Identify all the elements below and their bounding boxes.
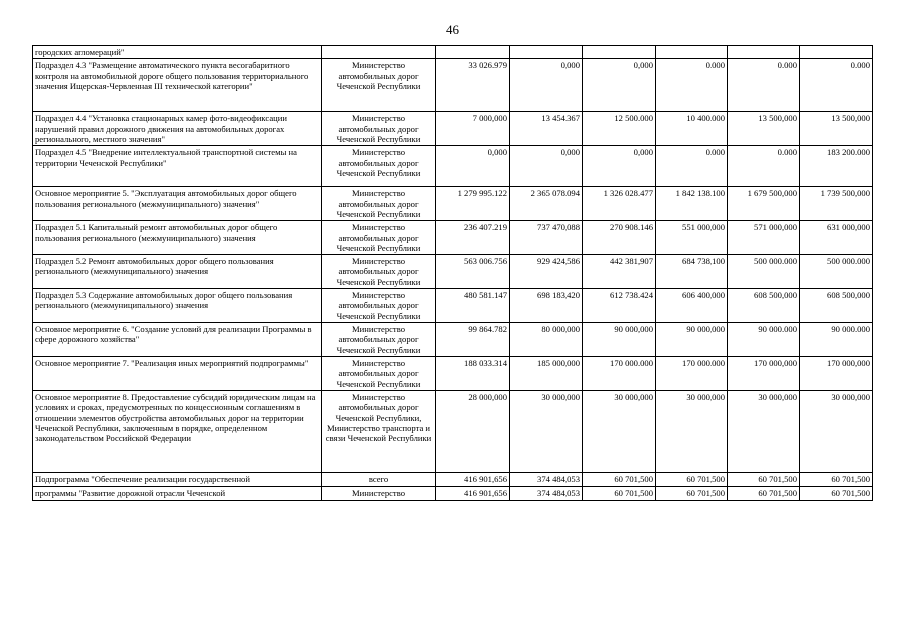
table-row [33, 289, 873, 323]
row-value-cell: 500 000.000 [728, 255, 800, 289]
row-executor-cell: Министерство автомобильных дорог Чеченской Республики [322, 221, 436, 255]
row-value-cell: 30 000,000 [728, 390, 800, 472]
row-name-cell: Подпрограмма "Обеспечение реализации государственной [33, 472, 322, 486]
row-value-cell: 60 701,500 [728, 486, 800, 500]
row-value-cell: 1 679 500,000 [728, 187, 800, 221]
row-value-cell: 30 000,000 [583, 390, 656, 472]
page-number: 46 [446, 22, 459, 37]
table-row [33, 356, 873, 390]
row-value-cell: 416 901,656 [436, 486, 510, 500]
row-value-cell: 1 279 995.122 [436, 187, 510, 221]
table-row [33, 472, 873, 486]
row-value-cell: 236 407.219 [436, 221, 510, 255]
row-value-cell: 0.000 [728, 59, 800, 112]
row-value-cell: 60 701,500 [656, 486, 728, 500]
row-value-cell: 442 381,907 [583, 255, 656, 289]
row-name-cell: программы "Развитие дорожной отрасли Чеченской [33, 486, 322, 500]
row-value-cell: 30 000,000 [510, 390, 583, 472]
row-value-cell: 563 006.756 [436, 255, 510, 289]
row-executor-cell: всего [322, 472, 436, 486]
row-value-cell: 183 200.000 [800, 146, 873, 187]
row-value-cell: 1 739 500,000 [800, 187, 873, 221]
row-name-cell: Основное мероприятие 6. "Создание условий для реализации Программы в сфере дорожного хозяйства" [33, 323, 322, 357]
row-value-cell: 170 000,000 [728, 356, 800, 390]
row-value-cell [728, 46, 800, 59]
row-executor-cell: Министерство автомобильных дорог Чеченской Республики [322, 323, 436, 357]
row-value-cell: 0.000 [656, 146, 728, 187]
table-row [33, 486, 873, 500]
row-value-cell: 90 000.000 [728, 323, 800, 357]
row-name-cell: Основное мероприятие 8. Предоставление субсидий юридическим лицам на условиях и сроках, предусмотренных по концессионным соглашениям в отношении элементов обустройства автомобильных дорог на территории Чеченской Республики, заключенным в порядке, определенном законодательством Российской Федерации [33, 390, 322, 472]
row-value-cell: 270 908.146 [583, 221, 656, 255]
row-value-cell [436, 46, 510, 59]
row-name-cell: Основное мероприятие 5. "Эксплуатация автомобильных дорог общего пользования регионального (межмуниципального) значения" [33, 187, 322, 221]
row-value-cell: 737 470,088 [510, 221, 583, 255]
row-value-cell: 12 500.000 [583, 112, 656, 146]
row-value-cell: 185 000,000 [510, 356, 583, 390]
row-value-cell: 0.000 [728, 146, 800, 187]
row-value-cell [510, 46, 583, 59]
row-value-cell: 10 400.000 [656, 112, 728, 146]
row-executor-cell [322, 46, 436, 59]
row-value-cell: 0,000 [510, 59, 583, 112]
row-value-cell: 374 484,053 [510, 486, 583, 500]
row-value-cell: 571 000,000 [728, 221, 800, 255]
row-value-cell: 0.000 [800, 59, 873, 112]
row-value-cell: 2 365 078.094 [510, 187, 583, 221]
table-row [33, 255, 873, 289]
row-value-cell: 60 701,500 [583, 486, 656, 500]
row-value-cell: 60 701,500 [656, 472, 728, 486]
row-value-cell: 33 026.979 [436, 59, 510, 112]
row-executor-cell: Министерство автомобильных дорог Чеченской Республики [322, 112, 436, 146]
table-row [33, 112, 873, 146]
table-row [33, 323, 873, 357]
row-value-cell: 90 000,000 [656, 323, 728, 357]
row-value-cell: 13 454.367 [510, 112, 583, 146]
row-value-cell: 0,000 [510, 146, 583, 187]
row-executor-cell: Министерство [322, 486, 436, 500]
row-name-cell: Основное мероприятие 7. "Реализация иных мероприятий подпрограммы" [33, 356, 322, 390]
row-value-cell: 90 000,000 [583, 323, 656, 357]
row-value-cell: 1 842 138.100 [656, 187, 728, 221]
row-value-cell: 28 000,000 [436, 390, 510, 472]
row-value-cell: 7 000,000 [436, 112, 510, 146]
row-executor-cell: Министерство автомобильных дорог Чеченской Республики [322, 59, 436, 112]
row-value-cell: 60 701,500 [800, 486, 873, 500]
row-value-cell: 1 326 028.477 [583, 187, 656, 221]
row-name-cell: городских агломераций" [33, 46, 322, 59]
row-value-cell: 416 901,656 [436, 472, 510, 486]
row-value-cell: 13 500,000 [728, 112, 800, 146]
table-row [33, 390, 873, 472]
table-row [33, 187, 873, 221]
row-name-cell: Подраздел 5.2 Ремонт автомобильных дорог общего пользования регионального (межмуниципального) значения [33, 255, 322, 289]
row-executor-cell: Министерство автомобильных дорог Чеченской Республики [322, 187, 436, 221]
row-value-cell: 30 000,000 [800, 390, 873, 472]
row-value-cell: 80 000,000 [510, 323, 583, 357]
row-value-cell: 612 738.424 [583, 289, 656, 323]
table-row [33, 221, 873, 255]
row-name-cell: Подраздел 4.4 "Установка стационарных камер фото-видеофиксации нарушений правил дорожного движения на автомобильных дорогах регионального, местного значения" [33, 112, 322, 146]
row-name-cell: Подраздел 4.5 "Внедрение интеллектуальной транспортной системы на территории Чеченской Республики" [33, 146, 322, 187]
row-value-cell [583, 46, 656, 59]
row-executor-cell: Министерство автомобильных дорог Чеченской Республики [322, 255, 436, 289]
row-value-cell [656, 46, 728, 59]
row-value-cell: 929 424,586 [510, 255, 583, 289]
row-value-cell: 170 000.000 [583, 356, 656, 390]
row-value-cell: 698 183,420 [510, 289, 583, 323]
table-row [33, 59, 873, 112]
row-value-cell: 0,000 [583, 146, 656, 187]
row-value-cell: 60 701,500 [583, 472, 656, 486]
row-value-cell: 480 581.147 [436, 289, 510, 323]
row-name-cell: Подраздел 5.3 Содержание автомобильных дорог общего пользования регионального (межмуниципального) значения [33, 289, 322, 323]
row-value-cell: 631 000,000 [800, 221, 873, 255]
budget-table [32, 45, 873, 501]
row-value-cell [800, 46, 873, 59]
row-value-cell: 170 000.000 [656, 356, 728, 390]
row-value-cell: 0,000 [583, 59, 656, 112]
row-value-cell: 606 400,000 [656, 289, 728, 323]
row-value-cell: 60 701,500 [728, 472, 800, 486]
table-row [33, 146, 873, 187]
row-value-cell: 608 500,000 [800, 289, 873, 323]
row-value-cell: 608 500,000 [728, 289, 800, 323]
row-value-cell: 170 000,000 [800, 356, 873, 390]
row-executor-cell: Министерство автомобильных дорог Чеченской Республики [322, 146, 436, 187]
row-name-cell: Подраздел 5.1 Капитальный ремонт автомобильных дорог общего пользования регионального (межмуниципального) значения [33, 221, 322, 255]
row-value-cell: 551 000,000 [656, 221, 728, 255]
row-value-cell: 684 738,100 [656, 255, 728, 289]
table-row [33, 46, 873, 59]
row-value-cell: 30 000,000 [656, 390, 728, 472]
row-executor-cell: Министерство автомобильных дорог Чеченской Республики [322, 356, 436, 390]
row-value-cell: 0,000 [436, 146, 510, 187]
row-value-cell: 60 701,500 [800, 472, 873, 486]
row-value-cell: 500 000.000 [800, 255, 873, 289]
row-value-cell: 374 484,053 [510, 472, 583, 486]
row-value-cell: 0.000 [656, 59, 728, 112]
row-executor-cell: Министерство автомобильных дорог Чеченской Республики [322, 289, 436, 323]
row-value-cell: 188 033.314 [436, 356, 510, 390]
row-value-cell: 90 000.000 [800, 323, 873, 357]
row-value-cell: 13 500,000 [800, 112, 873, 146]
row-name-cell: Подраздел 4.3 "Размещение автоматического пункта весогабаритного контроля на автомобильной дороге общего пользования территориального значения Ищерская-Червленная III технической категории" [33, 59, 322, 112]
row-value-cell: 99 864.782 [436, 323, 510, 357]
row-executor-cell: Министерство автомобильных дорог Чеченской Республики, Министерство транспорта и связи Чеченской Республики [322, 390, 436, 472]
